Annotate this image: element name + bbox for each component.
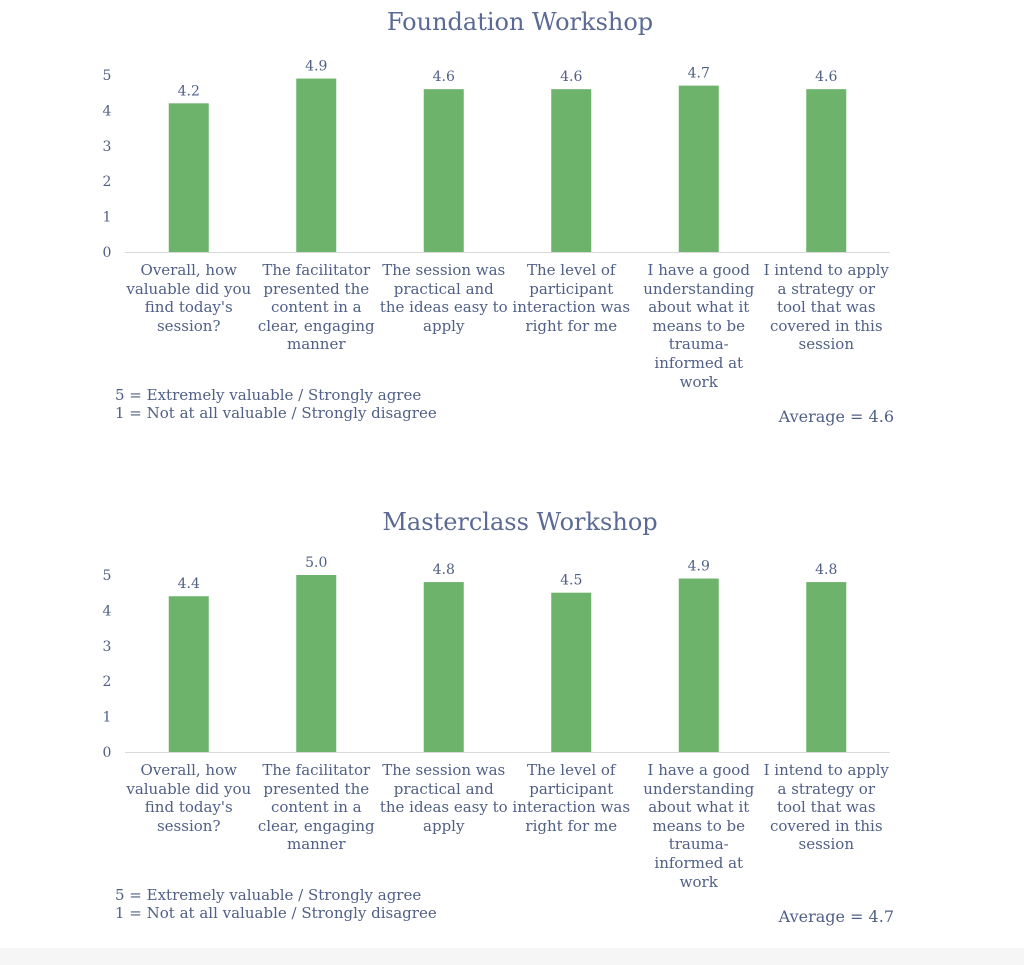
data-label: 4.9 [687, 558, 710, 575]
y-tick-label: 0 [102, 245, 112, 261]
x-category-label: Overall, how valuable did you find today's session? [126, 261, 252, 335]
bar [679, 86, 719, 252]
scale-note [115, 386, 437, 422]
data-label: 4.8 [432, 562, 455, 579]
x-category-label: The session was practical and the ideas easy to apply [379, 261, 508, 335]
scale-note-low: 1 = Not at all valuable / Strongly disagree [115, 404, 437, 422]
x-category-label: The level of participant interaction was right for me [512, 261, 631, 335]
y-tick-label: 3 [102, 638, 112, 655]
x-category-label: The level of participant interaction was right for me [512, 761, 631, 835]
data-label: 4.5 [560, 572, 583, 589]
average-label: Average = 4.6 [778, 407, 894, 426]
data-label: 4.7 [687, 65, 710, 82]
x-category-label: I have a good understanding about what it means to be trauma-informed at work [643, 261, 755, 391]
x-category-label: Overall, how valuable did you find today's session? [126, 761, 252, 835]
x-category-label: I intend to apply a strategy or tool that was covered in this session [763, 761, 889, 854]
data-label: 4.8 [815, 562, 838, 579]
data-label: 4.9 [305, 58, 328, 75]
x-category-label: I intend to apply a strategy or tool that was covered in this session [763, 261, 889, 354]
y-tick-label: 0 [102, 745, 112, 761]
data-label: 4.4 [177, 576, 200, 593]
x-category-label: The session was practical and the ideas easy to apply [379, 761, 508, 835]
bar [169, 596, 209, 752]
bar [424, 89, 464, 252]
bar [679, 579, 719, 752]
scale-note-high: 5 = Extremely valuable / Strongly agree [115, 386, 422, 404]
data-label: 4.6 [560, 69, 583, 86]
bar [806, 582, 846, 752]
x-category-label: The facilitator presented the content in a clear, engaging manner [257, 261, 375, 354]
bar [551, 593, 591, 752]
scale-note [115, 886, 437, 922]
x-category-label: I have a good understanding about what it means to be trauma-informed at work [643, 761, 755, 891]
y-tick-label: 5 [102, 68, 112, 84]
y-tick-label: 2 [102, 174, 112, 191]
y-tick-label: 4 [102, 603, 112, 620]
chart-plot-area [0, 500, 1024, 800]
bar [806, 89, 846, 252]
bar [551, 89, 591, 252]
bar [424, 582, 464, 752]
y-tick-label: 4 [102, 103, 112, 120]
bottom-strip [0, 948, 1024, 965]
y-tick-label: 2 [102, 674, 112, 691]
chart-plot-area [0, 0, 1024, 300]
foundation-chart [0, 0, 1024, 460]
data-label: 5.0 [305, 555, 328, 571]
average-label: Average = 4.7 [778, 907, 894, 926]
bar [169, 103, 209, 252]
data-label: 4.6 [815, 69, 838, 86]
masterclass-chart [0, 500, 1024, 960]
y-tick-label: 1 [102, 709, 112, 726]
data-label: 4.6 [432, 69, 455, 86]
bar [296, 575, 336, 752]
x-category-label: The facilitator presented the content in a clear, engaging manner [257, 761, 375, 854]
y-tick-label: 1 [102, 209, 112, 226]
chart-title: Foundation Workshop [386, 8, 654, 36]
bar [296, 79, 336, 252]
scale-note-low: 1 = Not at all valuable / Strongly disagree [115, 904, 437, 922]
data-label: 4.2 [177, 83, 200, 100]
scale-note-high: 5 = Extremely valuable / Strongly agree [115, 886, 422, 904]
chart-title: Masterclass Workshop [382, 508, 658, 536]
y-tick-label: 5 [102, 568, 112, 584]
y-tick-label: 3 [102, 138, 112, 155]
